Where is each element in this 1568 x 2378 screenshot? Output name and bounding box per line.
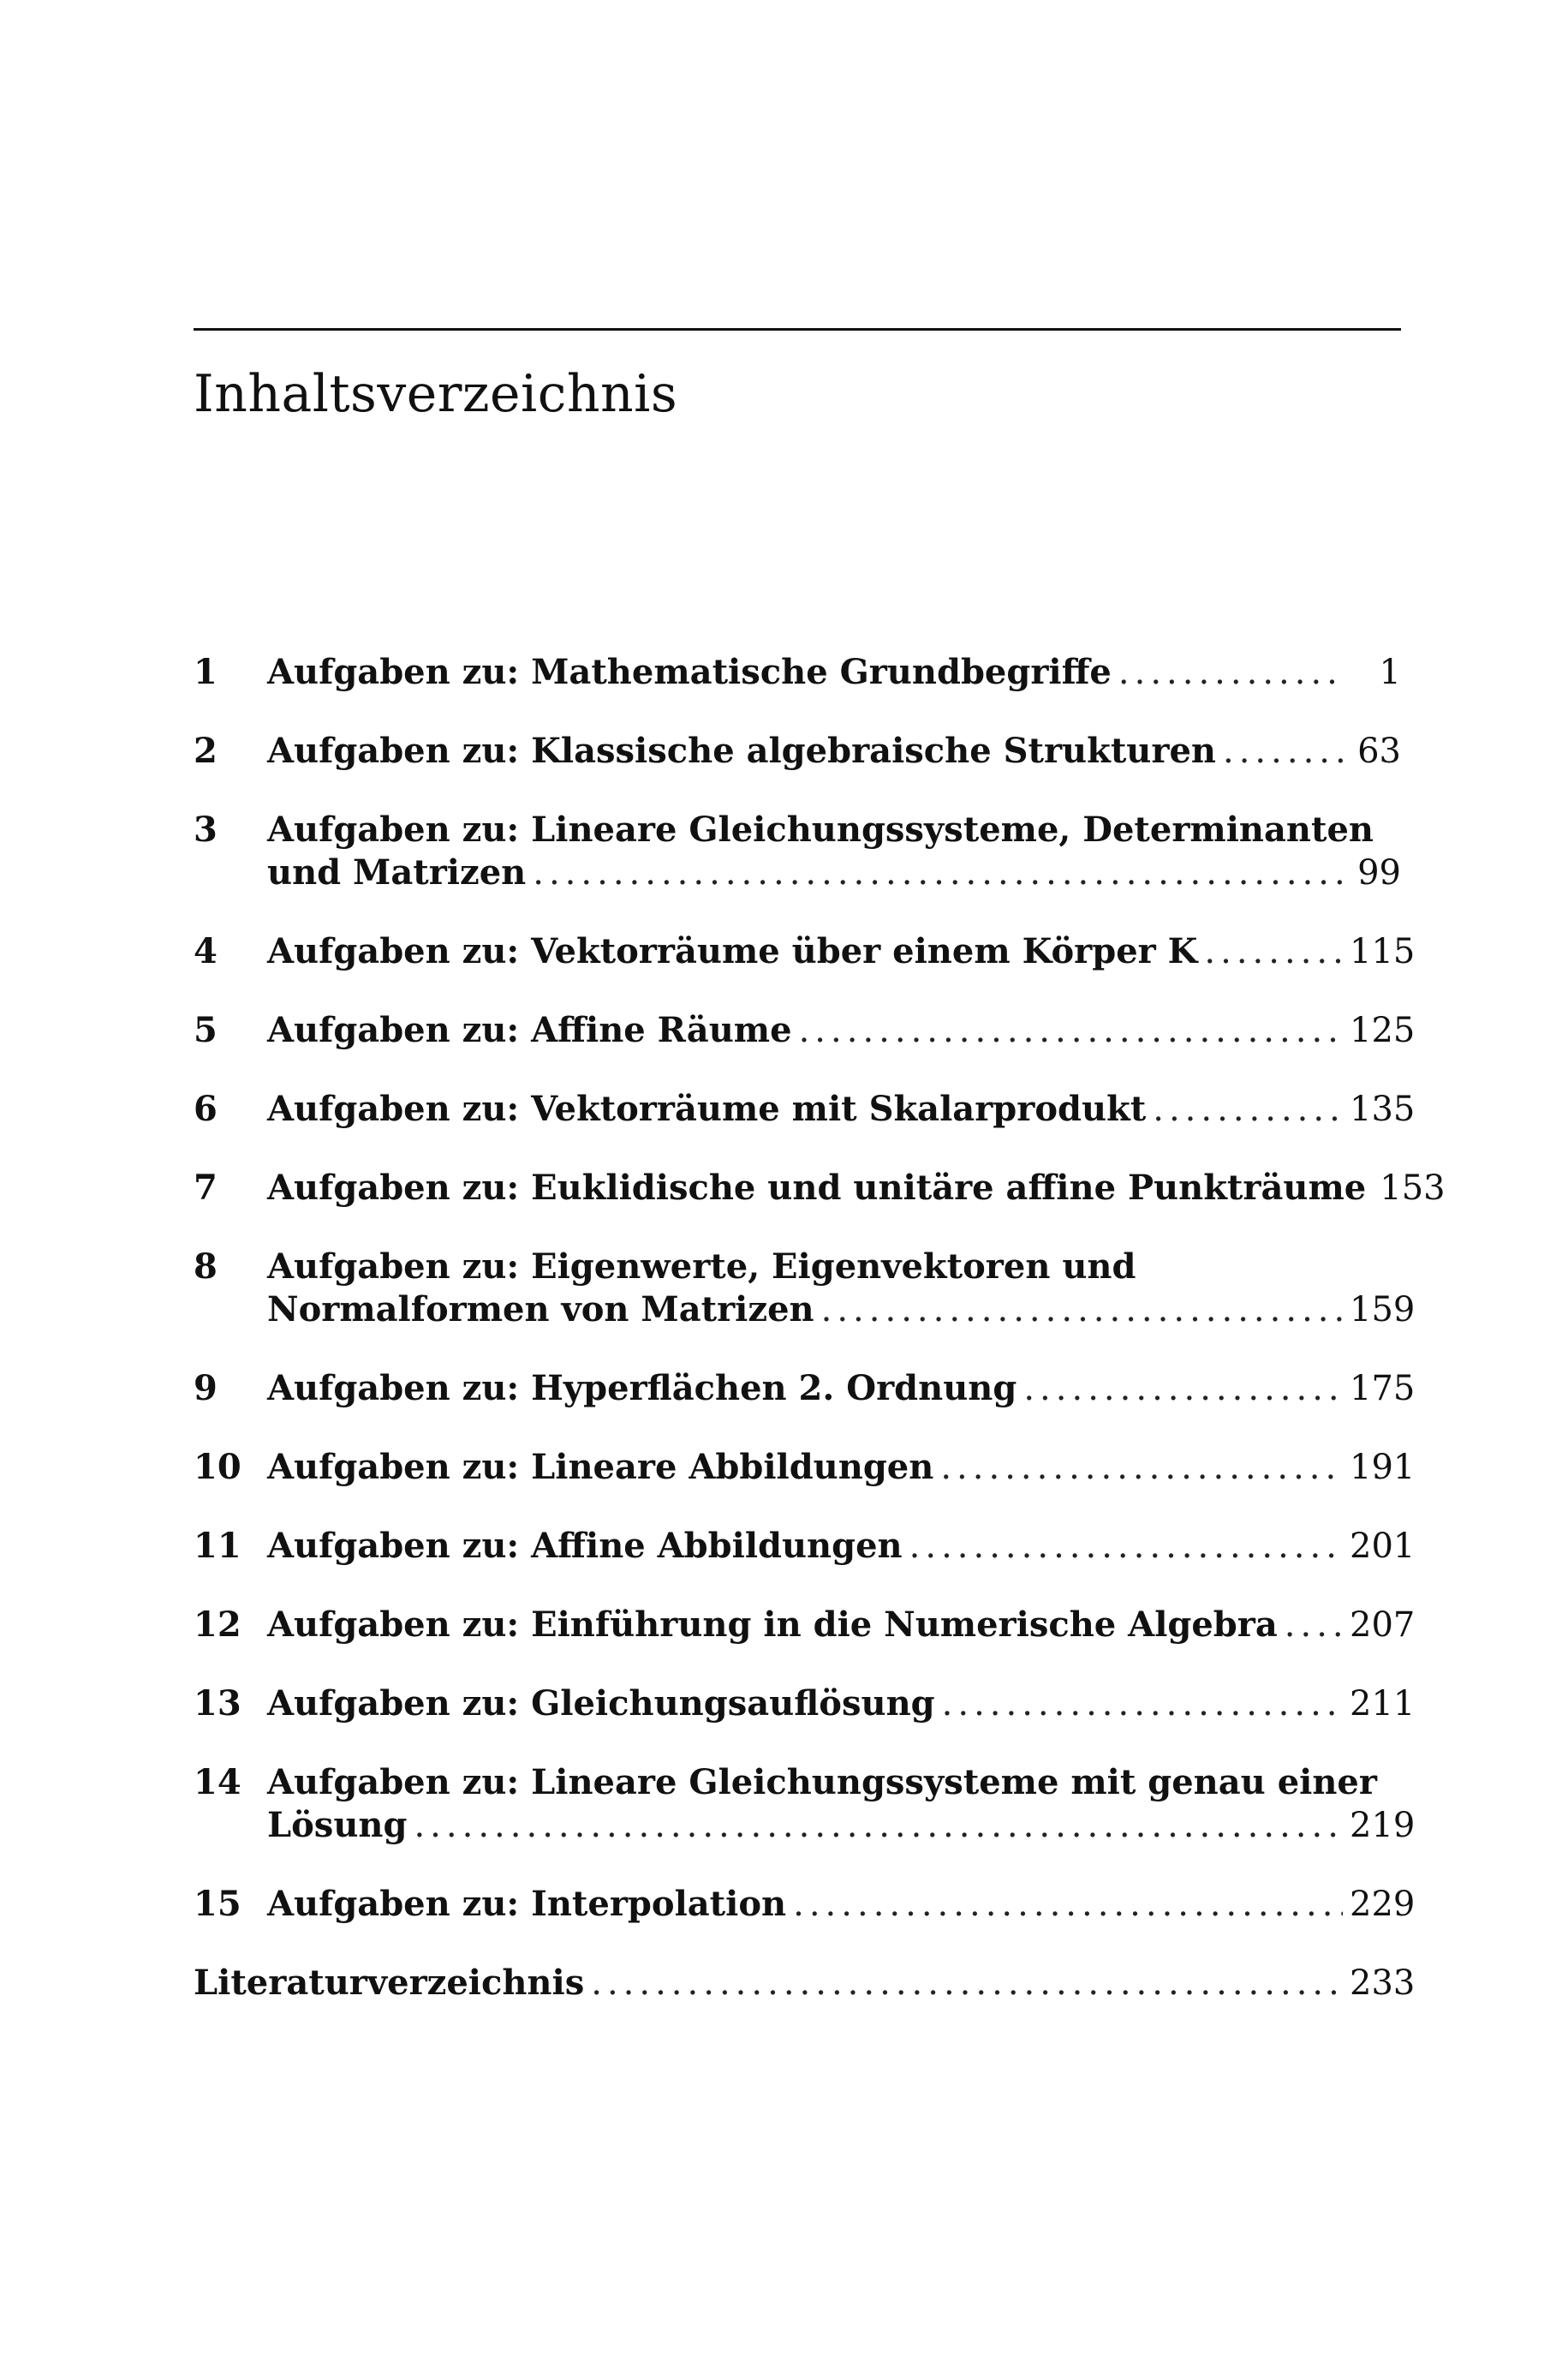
toc-page-number: 211 [1350, 1684, 1416, 1724]
toc-chapter-number: 4 [194, 931, 218, 971]
toc-chapter-number: 8 [194, 1246, 218, 1287]
toc-chapter-title-cont: Lösung [267, 1805, 408, 1845]
toc-chapter-title-cont: Normalformen von Matrizen [267, 1289, 814, 1329]
dot-leader [1023, 1367, 1343, 1410]
toc-chapter-title: Aufgaben zu: Euklidische und unitäre affine Punkträume [267, 1168, 1367, 1208]
toc-chapter-title: Aufgaben zu: Lineare Abbildungen [267, 1447, 934, 1487]
toc-chapter-number: 15 [194, 1884, 241, 1924]
dot-leader [940, 1446, 1343, 1489]
toc-entry[interactable] [194, 1525, 1416, 1568]
dot-leader [591, 1962, 1343, 2005]
dot-leader [799, 1009, 1343, 1052]
page-title: Inhaltsverzeichnis [194, 364, 678, 424]
toc-chapter-number: 1 [194, 652, 218, 692]
table-of-contents [194, 651, 1446, 2040]
toc-entry[interactable] [194, 1446, 1416, 1489]
toc-entry[interactable] [194, 1761, 1416, 1847]
toc-page-number: 191 [1350, 1448, 1416, 1487]
toc-chapter-title: Aufgaben zu: Klassische algebraische Strukturen [267, 731, 1216, 771]
toc-entry[interactable] [194, 809, 1401, 894]
dot-leader [414, 1804, 1343, 1847]
toc-page-number: 115 [1350, 932, 1416, 971]
dot-leader [942, 1682, 1343, 1725]
toc-entry[interactable] [194, 1604, 1416, 1646]
toc-chapter-number: 11 [194, 1526, 241, 1566]
toc-entry[interactable] [194, 1088, 1416, 1131]
toc-chapter-number: 2 [194, 731, 218, 771]
toc-chapter-title: Aufgaben zu: Eigenwerte, Eigenvektoren und [267, 1246, 1136, 1287]
toc-chapter-title: Aufgaben zu: Lineare Gleichungssysteme, Determinanten [267, 810, 1374, 850]
toc-entry[interactable] [194, 1167, 1446, 1210]
toc-page-number: 207 [1350, 1605, 1416, 1645]
toc-chapter-title: Aufgaben zu: Mathematische Grundbegriffe [267, 652, 1112, 692]
toc-page-number: 135 [1350, 1090, 1416, 1129]
toc-entry[interactable] [194, 1009, 1416, 1052]
dot-leader [1285, 1604, 1343, 1646]
toc-chapter-number: 6 [194, 1089, 218, 1129]
toc-chapter-number: 3 [194, 810, 218, 850]
toc-page-number: 219 [1350, 1806, 1416, 1845]
toc-chapter-title: Aufgaben zu: Affine Abbildungen [267, 1526, 903, 1566]
toc-entry-literature[interactable] [194, 1962, 1416, 2005]
toc-entry[interactable] [194, 651, 1401, 694]
header-rule [194, 328, 1401, 331]
toc-entry[interactable] [194, 1883, 1416, 1926]
toc-chapter-title: Aufgaben zu: Affine Räume [267, 1010, 792, 1050]
dot-leader [533, 851, 1343, 894]
toc-chapter-title: Aufgaben zu: Interpolation [267, 1884, 787, 1924]
toc-entry[interactable] [194, 1246, 1416, 1331]
toc-chapter-title: Aufgaben zu: Hyperflächen 2. Ordnung [267, 1368, 1017, 1408]
toc-entry[interactable] [194, 730, 1401, 773]
toc-chapter-title: Aufgaben zu: Vektorräume über einem Körper K [267, 931, 1198, 971]
toc-chapter-number: 13 [194, 1683, 241, 1724]
dot-leader [1153, 1088, 1343, 1131]
toc-literature-page: 233 [1350, 1963, 1416, 2003]
toc-page-number: 125 [1350, 1011, 1416, 1050]
toc-chapter-number: 10 [194, 1447, 241, 1487]
toc-page-number: 175 [1350, 1369, 1416, 1408]
toc-chapter-title: Aufgaben zu: Gleichungsauflösung [267, 1683, 935, 1724]
dot-leader [1118, 651, 1343, 694]
toc-page-number: 63 [1357, 732, 1401, 771]
toc-chapter-title: Aufgaben zu: Lineare Gleichungssysteme mit genau einer [267, 1762, 1377, 1802]
dot-leader [793, 1883, 1343, 1926]
toc-chapter-number: 14 [194, 1762, 241, 1802]
toc-page-number: 99 [1357, 853, 1401, 893]
dot-leader [1223, 730, 1343, 773]
toc-literature-label: Literaturverzeichnis [194, 1963, 585, 2003]
toc-page-number: 153 [1380, 1168, 1446, 1208]
toc-chapter-title: Aufgaben zu: Vektorräume mit Skalarprodukt [267, 1089, 1147, 1129]
toc-chapter-title: Aufgaben zu: Einführung in die Numerische Algebra [267, 1604, 1278, 1645]
dot-leader [1204, 930, 1343, 973]
toc-entry[interactable] [194, 1367, 1416, 1410]
toc-page-number: 159 [1350, 1290, 1416, 1329]
toc-chapter-number: 9 [194, 1368, 218, 1408]
toc-chapter-number: 12 [194, 1604, 241, 1645]
toc-chapter-number: 7 [194, 1168, 218, 1208]
toc-entry[interactable] [194, 930, 1416, 973]
toc-entry[interactable] [194, 1682, 1416, 1725]
dot-leader [909, 1525, 1343, 1568]
toc-page-number: 229 [1350, 1885, 1416, 1924]
toc-chapter-number: 5 [194, 1010, 218, 1050]
toc-page-number: 201 [1350, 1527, 1416, 1566]
dot-leader [821, 1288, 1343, 1331]
toc-page-number: 1 [1379, 653, 1401, 692]
toc-chapter-title-cont: und Matrizen [267, 852, 527, 893]
